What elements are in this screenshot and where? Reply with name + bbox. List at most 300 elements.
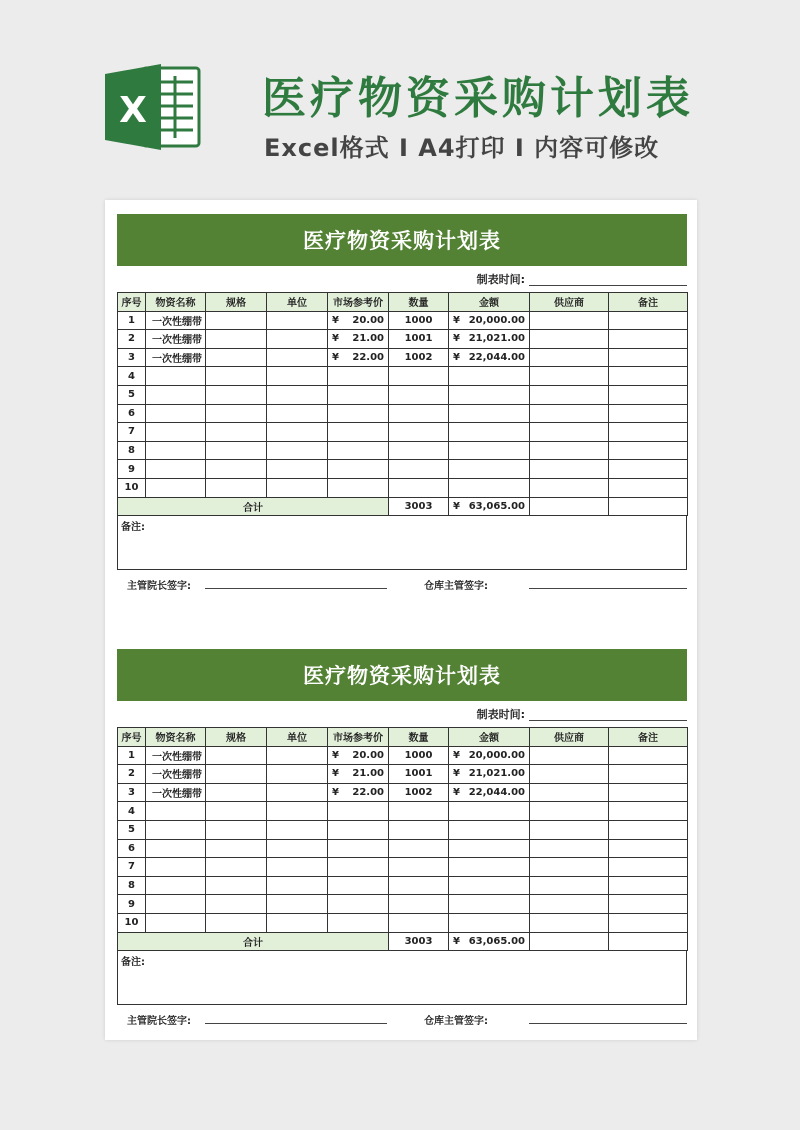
item-name-cell[interactable] (146, 895, 206, 914)
amount-cell[interactable] (449, 895, 530, 914)
amount-cell[interactable] (449, 802, 530, 821)
amount-cell[interactable] (449, 839, 530, 858)
currency-symbol: ¥ (332, 333, 339, 345)
unit-cell[interactable] (267, 839, 328, 858)
amount-cell[interactable] (449, 876, 530, 895)
price-cell[interactable] (328, 404, 389, 423)
column-header: 单位 (267, 728, 328, 747)
spec-cell[interactable] (206, 783, 267, 802)
qty-cell[interactable]: 1001 (389, 330, 449, 349)
unit-cell[interactable] (267, 746, 328, 765)
item-name-cell[interactable] (146, 913, 206, 932)
supplier-cell[interactable] (530, 783, 609, 802)
price-cell[interactable] (328, 858, 389, 877)
amount-cell-content (451, 352, 527, 363)
qty-cell[interactable] (389, 460, 449, 479)
table-row (118, 423, 688, 442)
column-header: 物资名称 (146, 728, 206, 747)
column-header: 数量 (389, 728, 449, 747)
unit-cell[interactable] (267, 423, 328, 442)
currency-symbol: ¥ (332, 768, 339, 780)
table-row (118, 404, 688, 423)
spec-cell[interactable] (206, 839, 267, 858)
qty-cell[interactable]: 1001 (389, 765, 449, 784)
item-name-cell[interactable]: 一次性绷带 (146, 783, 206, 802)
qty-cell[interactable] (389, 895, 449, 914)
warehouse-signature-line[interactable] (529, 588, 687, 589)
price-cell-content (330, 352, 386, 363)
unit-cell[interactable] (267, 330, 328, 349)
amount-cell-value: 22,044.00 (468, 352, 525, 364)
price-cell-content (330, 768, 386, 779)
table-row (118, 802, 688, 821)
amount-cell-value: 22,044.00 (468, 787, 525, 799)
unit-cell[interactable] (267, 895, 328, 914)
price-cell[interactable] (328, 895, 389, 914)
item-name-cell[interactable] (146, 876, 206, 895)
qty-cell[interactable] (389, 478, 449, 497)
qty-cell[interactable]: 1000 (389, 746, 449, 765)
unit-cell[interactable] (267, 820, 328, 839)
price-cell[interactable] (328, 348, 389, 367)
total-amount-value: 63,065.00 (468, 935, 525, 947)
director-signature-line[interactable] (205, 1023, 387, 1024)
unit-cell[interactable] (267, 311, 328, 330)
amount-cell[interactable] (449, 385, 530, 404)
table-row (118, 765, 688, 784)
column-header: 供应商 (530, 293, 609, 312)
currency-symbol: ¥ (332, 314, 339, 326)
price-cell-content (330, 750, 386, 761)
banner-subtitle: Excel格式 I A4打印 I 内容可修改 (264, 134, 660, 162)
total-row (118, 932, 688, 951)
table-row (118, 385, 688, 404)
amount-cell[interactable] (449, 441, 530, 460)
supplier-cell[interactable] (530, 367, 609, 386)
total-remark-cell (609, 932, 688, 951)
spec-cell[interactable] (206, 876, 267, 895)
currency-symbol: ¥ (453, 787, 460, 799)
price-cell[interactable] (328, 367, 389, 386)
spec-cell[interactable] (206, 330, 267, 349)
seq-cell: 5 (118, 385, 146, 404)
remark-cell[interactable] (609, 478, 688, 497)
supplier-cell[interactable] (530, 802, 609, 821)
spec-cell[interactable] (206, 441, 267, 460)
spec-cell[interactable] (206, 367, 267, 386)
currency-symbol: ¥ (453, 500, 460, 512)
total-label: 合计 (118, 932, 389, 951)
price-cell[interactable] (328, 441, 389, 460)
table-row (118, 913, 688, 932)
item-name-cell[interactable] (146, 367, 206, 386)
price-cell[interactable] (328, 783, 389, 802)
purchase-form (117, 649, 687, 1031)
seq-cell: 7 (118, 858, 146, 877)
spec-cell[interactable] (206, 423, 267, 442)
seq-cell: 3 (118, 783, 146, 802)
unit-cell[interactable] (267, 367, 328, 386)
qty-cell[interactable] (389, 367, 449, 386)
unit-cell[interactable] (267, 478, 328, 497)
column-header: 备注 (609, 293, 688, 312)
form-title: 医疗物资采购计划表 (117, 214, 687, 266)
item-name-cell[interactable]: 一次性绷带 (146, 348, 206, 367)
column-header: 供应商 (530, 728, 609, 747)
price-cell[interactable] (328, 765, 389, 784)
notes-label: 备注: (121, 957, 145, 969)
supplier-cell[interactable] (530, 820, 609, 839)
item-name-cell[interactable] (146, 820, 206, 839)
seq-cell: 8 (118, 876, 146, 895)
seq-cell: 5 (118, 820, 146, 839)
table-row (118, 876, 688, 895)
unit-cell[interactable] (267, 858, 328, 877)
total-amount-content (451, 501, 527, 512)
unit-cell[interactable] (267, 404, 328, 423)
item-name-cell[interactable] (146, 858, 206, 877)
excel-logo-letter: X (119, 90, 147, 131)
remark-cell[interactable] (609, 348, 688, 367)
supplier-cell[interactable] (530, 330, 609, 349)
director-signature-label: 主管院长签字: (127, 581, 191, 593)
qty-cell[interactable]: 1002 (389, 348, 449, 367)
date-label: 制表时间: (476, 273, 525, 286)
spec-cell[interactable] (206, 478, 267, 497)
remark-cell[interactable] (609, 311, 688, 330)
supplier-cell[interactable] (530, 441, 609, 460)
amount-cell-value: 21,021.00 (468, 333, 525, 345)
supplier-cell[interactable] (530, 765, 609, 784)
column-header: 备注 (609, 728, 688, 747)
item-name-cell[interactable]: 一次性绷带 (146, 311, 206, 330)
amount-cell-content (451, 315, 527, 326)
amount-cell-content (451, 787, 527, 798)
item-name-cell[interactable]: 一次性绷带 (146, 765, 206, 784)
total-remark-cell (609, 497, 688, 516)
currency-symbol: ¥ (332, 352, 339, 364)
table-row (118, 783, 688, 802)
spec-cell[interactable] (206, 858, 267, 877)
form-title: 医疗物资采购计划表 (117, 649, 687, 701)
supplier-cell[interactable] (530, 423, 609, 442)
amount-cell[interactable] (449, 913, 530, 932)
amount-cell[interactable] (449, 348, 530, 367)
currency-symbol: ¥ (453, 314, 460, 326)
price-cell[interactable] (328, 478, 389, 497)
table-row (118, 820, 688, 839)
price-cell-value: 22.00 (352, 787, 384, 799)
banner-title: 医疗物资采购计划表 (262, 73, 694, 124)
seq-cell: 6 (118, 404, 146, 423)
price-cell-content (330, 333, 386, 344)
total-amount[interactable] (449, 497, 530, 516)
item-name-cell[interactable] (146, 385, 206, 404)
price-cell-value: 20.00 (352, 749, 384, 761)
purchase-table (117, 292, 688, 516)
unit-cell[interactable] (267, 385, 328, 404)
seq-cell: 3 (118, 348, 146, 367)
supplier-cell[interactable] (530, 404, 609, 423)
amount-cell[interactable] (449, 460, 530, 479)
remark-cell[interactable] (609, 367, 688, 386)
seq-cell: 1 (118, 746, 146, 765)
remark-cell[interactable] (609, 783, 688, 802)
total-supplier-cell (530, 497, 609, 516)
amount-cell[interactable] (449, 783, 530, 802)
notes-box[interactable] (117, 951, 687, 1005)
spec-cell[interactable] (206, 385, 267, 404)
price-cell[interactable] (328, 802, 389, 821)
currency-symbol: ¥ (332, 787, 339, 799)
price-cell-content (330, 787, 386, 798)
table-row (118, 330, 688, 349)
item-name-cell[interactable] (146, 802, 206, 821)
unit-cell[interactable] (267, 765, 328, 784)
seq-cell: 4 (118, 802, 146, 821)
amount-cell[interactable] (449, 746, 530, 765)
remark-cell[interactable] (609, 746, 688, 765)
header-row (118, 728, 688, 747)
amount-cell-content (451, 750, 527, 761)
column-header: 市场参考价 (328, 728, 389, 747)
total-label: 合计 (118, 497, 389, 516)
spec-cell[interactable] (206, 895, 267, 914)
qty-cell[interactable]: 1000 (389, 311, 449, 330)
item-name-cell[interactable] (146, 423, 206, 442)
amount-cell[interactable] (449, 404, 530, 423)
remark-cell[interactable] (609, 385, 688, 404)
date-row (117, 266, 687, 292)
remark-cell[interactable] (609, 858, 688, 877)
remark-cell[interactable] (609, 765, 688, 784)
price-cell[interactable] (328, 839, 389, 858)
amount-cell-content (451, 333, 527, 344)
amount-cell[interactable] (449, 820, 530, 839)
seq-cell: 2 (118, 765, 146, 784)
supplier-cell[interactable] (530, 460, 609, 479)
amount-cell-value: 20,000.00 (468, 314, 525, 326)
seq-cell: 6 (118, 839, 146, 858)
seq-cell: 1 (118, 311, 146, 330)
remark-cell[interactable] (609, 839, 688, 858)
column-header: 市场参考价 (328, 293, 389, 312)
notes-label: 备注: (121, 522, 145, 534)
remark-cell[interactable] (609, 802, 688, 821)
total-supplier-cell (530, 932, 609, 951)
item-name-cell[interactable] (146, 460, 206, 479)
currency-symbol: ¥ (453, 768, 460, 780)
remark-cell[interactable] (609, 913, 688, 932)
seq-cell: 2 (118, 330, 146, 349)
spec-cell[interactable] (206, 802, 267, 821)
supplier-cell[interactable] (530, 895, 609, 914)
warehouse-signature-line[interactable] (529, 1023, 687, 1024)
item-name-cell[interactable] (146, 441, 206, 460)
seq-cell: 8 (118, 441, 146, 460)
currency-symbol: ¥ (453, 352, 460, 364)
table-row (118, 746, 688, 765)
supplier-cell[interactable] (530, 478, 609, 497)
table-row (118, 839, 688, 858)
item-name-cell[interactable] (146, 839, 206, 858)
total-qty: 3003 (389, 932, 449, 951)
spec-cell[interactable] (206, 404, 267, 423)
seq-cell: 10 (118, 913, 146, 932)
price-cell-content (330, 315, 386, 326)
spec-cell[interactable] (206, 348, 267, 367)
amount-cell-value: 20,000.00 (468, 749, 525, 761)
qty-cell[interactable] (389, 802, 449, 821)
purchase-table (117, 727, 688, 951)
price-cell-value: 21.00 (352, 768, 384, 780)
column-header: 金额 (449, 728, 530, 747)
supplier-cell[interactable] (530, 839, 609, 858)
unit-cell[interactable] (267, 460, 328, 479)
price-cell[interactable] (328, 330, 389, 349)
qty-cell[interactable] (389, 441, 449, 460)
item-name-cell[interactable]: 一次性绷带 (146, 330, 206, 349)
date-input-line[interactable] (529, 707, 687, 721)
qty-cell[interactable] (389, 385, 449, 404)
excel-icon (105, 62, 201, 152)
table-row (118, 367, 688, 386)
qty-cell[interactable]: 1002 (389, 783, 449, 802)
date-row (117, 701, 687, 727)
table-row (118, 895, 688, 914)
supplier-cell[interactable] (530, 348, 609, 367)
table-row (118, 348, 688, 367)
seq-cell: 9 (118, 895, 146, 914)
total-row (118, 497, 688, 516)
price-cell-value: 21.00 (352, 333, 384, 345)
warehouse-signature-label: 仓库主管签字: (424, 1016, 488, 1028)
qty-cell[interactable] (389, 858, 449, 877)
remark-cell[interactable] (609, 404, 688, 423)
purchase-form (117, 214, 687, 596)
supplier-cell[interactable] (530, 876, 609, 895)
signature-row (117, 570, 687, 596)
seq-cell: 10 (118, 478, 146, 497)
remark-cell[interactable] (609, 876, 688, 895)
price-cell-value: 20.00 (352, 314, 384, 326)
amount-cell[interactable] (449, 330, 530, 349)
amount-cell[interactable] (449, 765, 530, 784)
table-row (118, 441, 688, 460)
table-row (118, 460, 688, 479)
spec-cell[interactable] (206, 746, 267, 765)
price-cell[interactable] (328, 746, 389, 765)
currency-symbol: ¥ (453, 935, 460, 947)
price-cell[interactable] (328, 311, 389, 330)
price-cell[interactable] (328, 423, 389, 442)
currency-symbol: ¥ (453, 333, 460, 345)
seq-cell: 4 (118, 367, 146, 386)
unit-cell[interactable] (267, 802, 328, 821)
column-header: 单位 (267, 293, 328, 312)
unit-cell[interactable] (267, 876, 328, 895)
warehouse-signature-label: 仓库主管签字: (424, 581, 488, 593)
price-cell[interactable] (328, 820, 389, 839)
price-cell-value: 22.00 (352, 352, 384, 364)
remark-cell[interactable] (609, 423, 688, 442)
table-row (118, 858, 688, 877)
currency-symbol: ¥ (332, 749, 339, 761)
price-cell[interactable] (328, 876, 389, 895)
column-header: 规格 (206, 293, 267, 312)
currency-symbol: ¥ (453, 749, 460, 761)
amount-cell[interactable] (449, 311, 530, 330)
remark-cell[interactable] (609, 820, 688, 839)
column-header: 物资名称 (146, 293, 206, 312)
seq-cell: 9 (118, 460, 146, 479)
qty-cell[interactable] (389, 423, 449, 442)
director-signature-label: 主管院长签字: (127, 1016, 191, 1028)
column-header: 金额 (449, 293, 530, 312)
amount-cell-value: 21,021.00 (468, 768, 525, 780)
qty-cell[interactable] (389, 820, 449, 839)
column-header: 序号 (118, 293, 146, 312)
director-signature-line[interactable] (205, 588, 387, 589)
spec-cell[interactable] (206, 820, 267, 839)
remark-cell[interactable] (609, 460, 688, 479)
amount-cell[interactable] (449, 858, 530, 877)
item-name-cell[interactable] (146, 404, 206, 423)
supplier-cell[interactable] (530, 385, 609, 404)
table-row (118, 311, 688, 330)
spec-cell[interactable] (206, 460, 267, 479)
unit-cell[interactable] (267, 441, 328, 460)
supplier-cell[interactable] (530, 311, 609, 330)
spec-cell[interactable] (206, 913, 267, 932)
column-header: 规格 (206, 728, 267, 747)
signature-row (117, 1005, 687, 1031)
total-amount[interactable] (449, 932, 530, 951)
remark-cell[interactable] (609, 895, 688, 914)
date-input-line[interactable] (529, 272, 687, 286)
qty-cell[interactable] (389, 876, 449, 895)
supplier-cell[interactable] (530, 746, 609, 765)
column-header: 序号 (118, 728, 146, 747)
spec-cell[interactable] (206, 765, 267, 784)
remark-cell[interactable] (609, 441, 688, 460)
notes-box[interactable] (117, 516, 687, 570)
amount-cell[interactable] (449, 478, 530, 497)
amount-cell[interactable] (449, 423, 530, 442)
column-header: 数量 (389, 293, 449, 312)
header-row (118, 293, 688, 312)
supplier-cell[interactable] (530, 858, 609, 877)
spec-cell[interactable] (206, 311, 267, 330)
qty-cell[interactable] (389, 404, 449, 423)
item-name-cell[interactable]: 一次性绷带 (146, 746, 206, 765)
unit-cell[interactable] (267, 913, 328, 932)
amount-cell[interactable] (449, 367, 530, 386)
supplier-cell[interactable] (530, 913, 609, 932)
qty-cell[interactable] (389, 839, 449, 858)
total-amount-content (451, 936, 527, 947)
unit-cell[interactable] (267, 783, 328, 802)
remark-cell[interactable] (609, 330, 688, 349)
qty-cell[interactable] (389, 913, 449, 932)
unit-cell[interactable] (267, 348, 328, 367)
item-name-cell[interactable] (146, 478, 206, 497)
price-cell[interactable] (328, 460, 389, 479)
total-qty: 3003 (389, 497, 449, 516)
price-cell[interactable] (328, 385, 389, 404)
price-cell[interactable] (328, 913, 389, 932)
date-label: 制表时间: (476, 708, 525, 721)
